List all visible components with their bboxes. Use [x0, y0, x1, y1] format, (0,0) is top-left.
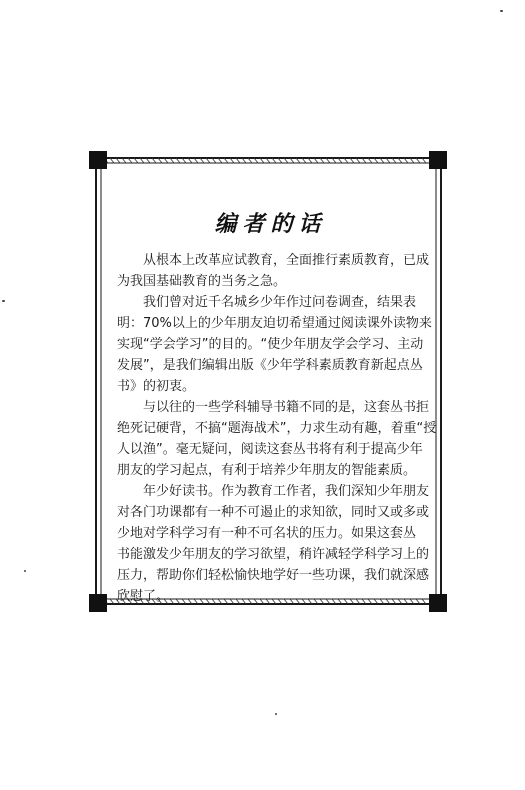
text-line: 书能激发少年朋友的学习欲望，稍许减轻学科学习上的: [117, 547, 430, 562]
text-line: 朋友的学习起点，有利于培养少年朋友的智能素质。: [117, 463, 417, 478]
paragraph: [117, 250, 430, 292]
scan-speck: [2, 300, 5, 302]
text-line: 明：70%以上的少年朋友迫切希望通过阅读课外读物来: [117, 316, 432, 331]
corner-block-top-right: [429, 151, 447, 169]
text-line: 与以往的一些学科辅导书籍不同的是，这套丛书拒: [143, 400, 430, 415]
text-line: 从根本上改革应试教育，全面推行素质教育，已成: [143, 253, 430, 268]
paragraph: [117, 292, 432, 397]
scan-speck: [500, 10, 503, 12]
corner-block-bottom-right: [429, 594, 447, 612]
preface-body: [117, 250, 437, 607]
page-title: 编者的话: [214, 211, 327, 237]
text-line: 书》的初衷。: [117, 379, 196, 394]
text-line: 为我国基础教育的当务之急。: [117, 274, 287, 289]
corner-block-bottom-left: [89, 594, 107, 612]
text-line: 绝死记硬背，不搞“题海战术”，力求生动有趣，着重“授: [117, 421, 437, 436]
text-line: 我们曾对近千名城乡少年作过问卷调查，结果表: [143, 295, 417, 310]
text-line: 少地对学科学习有一种不可名状的压力。如果这套丛: [117, 526, 417, 541]
paragraph: [117, 397, 437, 481]
text-line: 对各门功课都有一种不可遏止的求知欲，同时又或多或: [117, 505, 430, 520]
text-line: 欣慰了。: [117, 589, 170, 604]
text-line: 发展”，是我们编辑出版《少年学科素质教育新起点丛: [117, 358, 423, 373]
paragraph: [117, 481, 430, 607]
scan-speck: [275, 713, 277, 715]
text-line: 人以渔”。毫无疑问，阅读这套丛书将有利于提高少年: [117, 442, 423, 457]
text-line: 实现“学会学习”的目的。“使少年朋友学会学习、主动: [117, 337, 424, 352]
text-line: 压力，帮助你们轻松愉快地学好一些功课，我们就深感: [117, 568, 430, 583]
corner-block-top-left: [89, 151, 107, 169]
text-line: 年少好读书。作为教育工作者，我们深知少年朋友: [143, 484, 430, 499]
scan-speck: [24, 570, 26, 572]
